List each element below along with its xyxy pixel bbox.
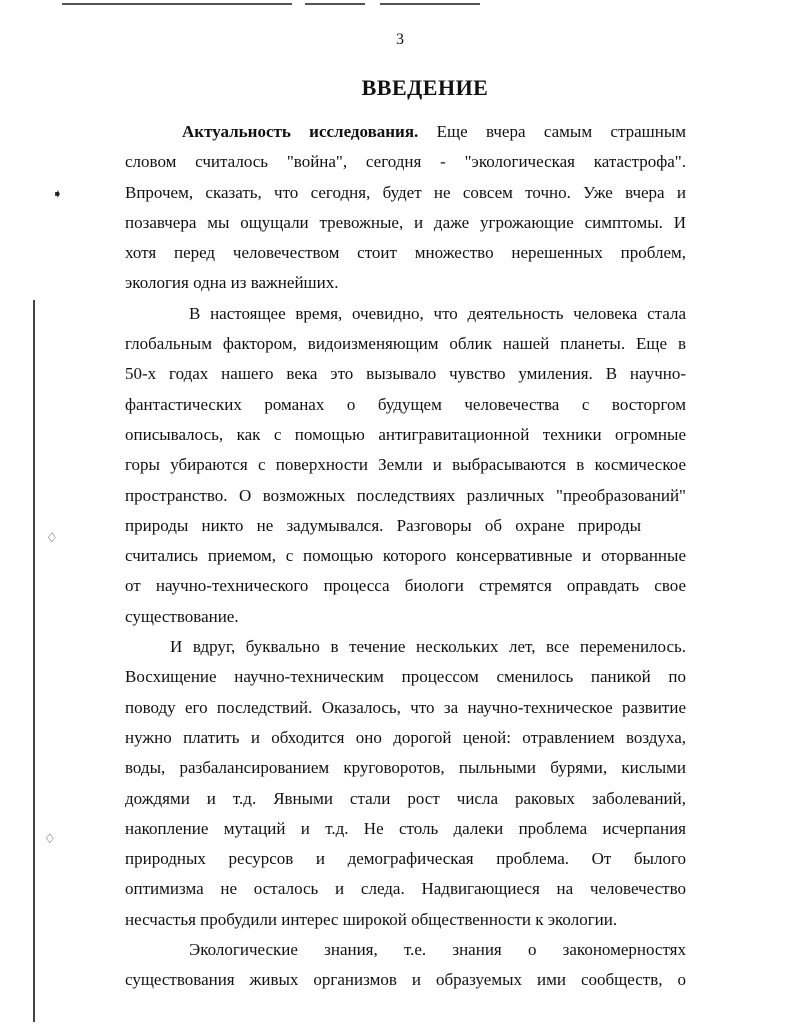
section-heading: Актуальность исследования.	[182, 122, 419, 141]
paragraph-3-line: оптимизма не осталось и следа. Надвигающиеся на человечество	[125, 879, 686, 899]
paragraph-2-line: описывалось, как с помощью антигравитационной техники огромные	[125, 424, 686, 444]
paragraph-1-line: словом считалось "война", сегодня - "экологическая катастрофа".	[125, 152, 686, 172]
paragraph-3-line: природных ресурсов и демографическая проблема. От былого	[125, 849, 686, 869]
page-title: ВВЕДЕНИЕ	[361, 75, 489, 100]
paragraph-2-line: В настоящее время, очевидно, что деятельность человека стала	[189, 303, 686, 323]
paragraph-2-line: фантастических романах о будущем человечества с восторгом	[125, 394, 686, 414]
paragraph-4-line: существования живых организмов и образуемых ими сообществ, о	[125, 970, 686, 990]
scan-margin-line	[33, 300, 35, 1022]
paragraph-1-line: Впрочем, сказать, что сегодня, будет не совсем точно. Уже вчера и	[125, 182, 686, 202]
paragraph-3-line: И вдруг, буквально в течение нескольких лет, все переменилось.	[170, 637, 686, 657]
paragraph-3-line: несчастья пробудили интерес широкой общественности к экологии.	[125, 909, 618, 929]
margin-diamond-mark: ♢	[46, 531, 58, 546]
paragraph-2-line: от научно-технического процесса биологи стремятся оправдать свое	[125, 576, 686, 596]
page-number: 3	[396, 31, 404, 48]
paragraph-3-line: нужно платить и обходится оно дорогой ценой: отравлением воздуха,	[125, 727, 686, 747]
paragraph-3-line: Восхищение научно-техническим процессом сменилось паникой по	[125, 667, 686, 687]
paragraph-3-line: накопление мутаций и т.д. Не столь далеки проблема исчерпания	[125, 818, 686, 838]
paragraph-2-line: 50-х годах нашего века это вызывало чувство умиления. В научно-	[125, 364, 686, 384]
paragraph-2-line: горы убираются с поверхности Земли и выбрасываются в космическое	[125, 455, 686, 475]
paragraph-2-line: пространство. О возможных последствиях различных "преобразований"	[125, 485, 686, 505]
scan-top-rule-left	[62, 3, 292, 5]
paragraph-3-line: поводу его последствий. Оказалось, что за научно-техническое развитие	[125, 697, 686, 717]
paragraph-3-line: воды, разбалансированием круговоротов, пыльными бурями, кислыми	[125, 758, 686, 778]
paragraph-2-line: существование.	[125, 606, 239, 626]
paragraph-4-line: Экологические знания, т.е. знания о закономерностях	[189, 940, 686, 960]
paragraph-1-line: позавчера мы ощущали тревожные, и даже угрожающие симптомы. И	[125, 212, 686, 232]
paragraph-text: Еще вчера самым страшным	[436, 122, 686, 141]
document-body	[125, 117, 686, 996]
margin-diamond-mark-lower: ♢	[44, 832, 56, 847]
paragraph-2-line: глобальным фактором, видоизменяющим облик нашей планеты. Еще в	[125, 334, 686, 354]
paragraph-1-line	[125, 117, 686, 147]
scan-top-rule-right	[380, 3, 480, 5]
paragraph-1-line: хотя перед человечеством стоит множество нерешенных проблем,	[125, 243, 686, 263]
paragraph-2-line: считались приемом, с помощью которого консервативные и оторванные	[125, 546, 686, 566]
paragraph-3-line: дождями и т.д. Явными стали рост числа раковых заболеваний,	[125, 788, 686, 808]
paragraph-1-line: экология одна из важнейших.	[125, 273, 339, 293]
scan-top-rule-mid	[305, 3, 365, 5]
margin-arrow-mark: ➧	[52, 187, 63, 202]
paragraph-2-line: природы никто не задумывался. Разговоры об охране природы	[125, 515, 641, 535]
